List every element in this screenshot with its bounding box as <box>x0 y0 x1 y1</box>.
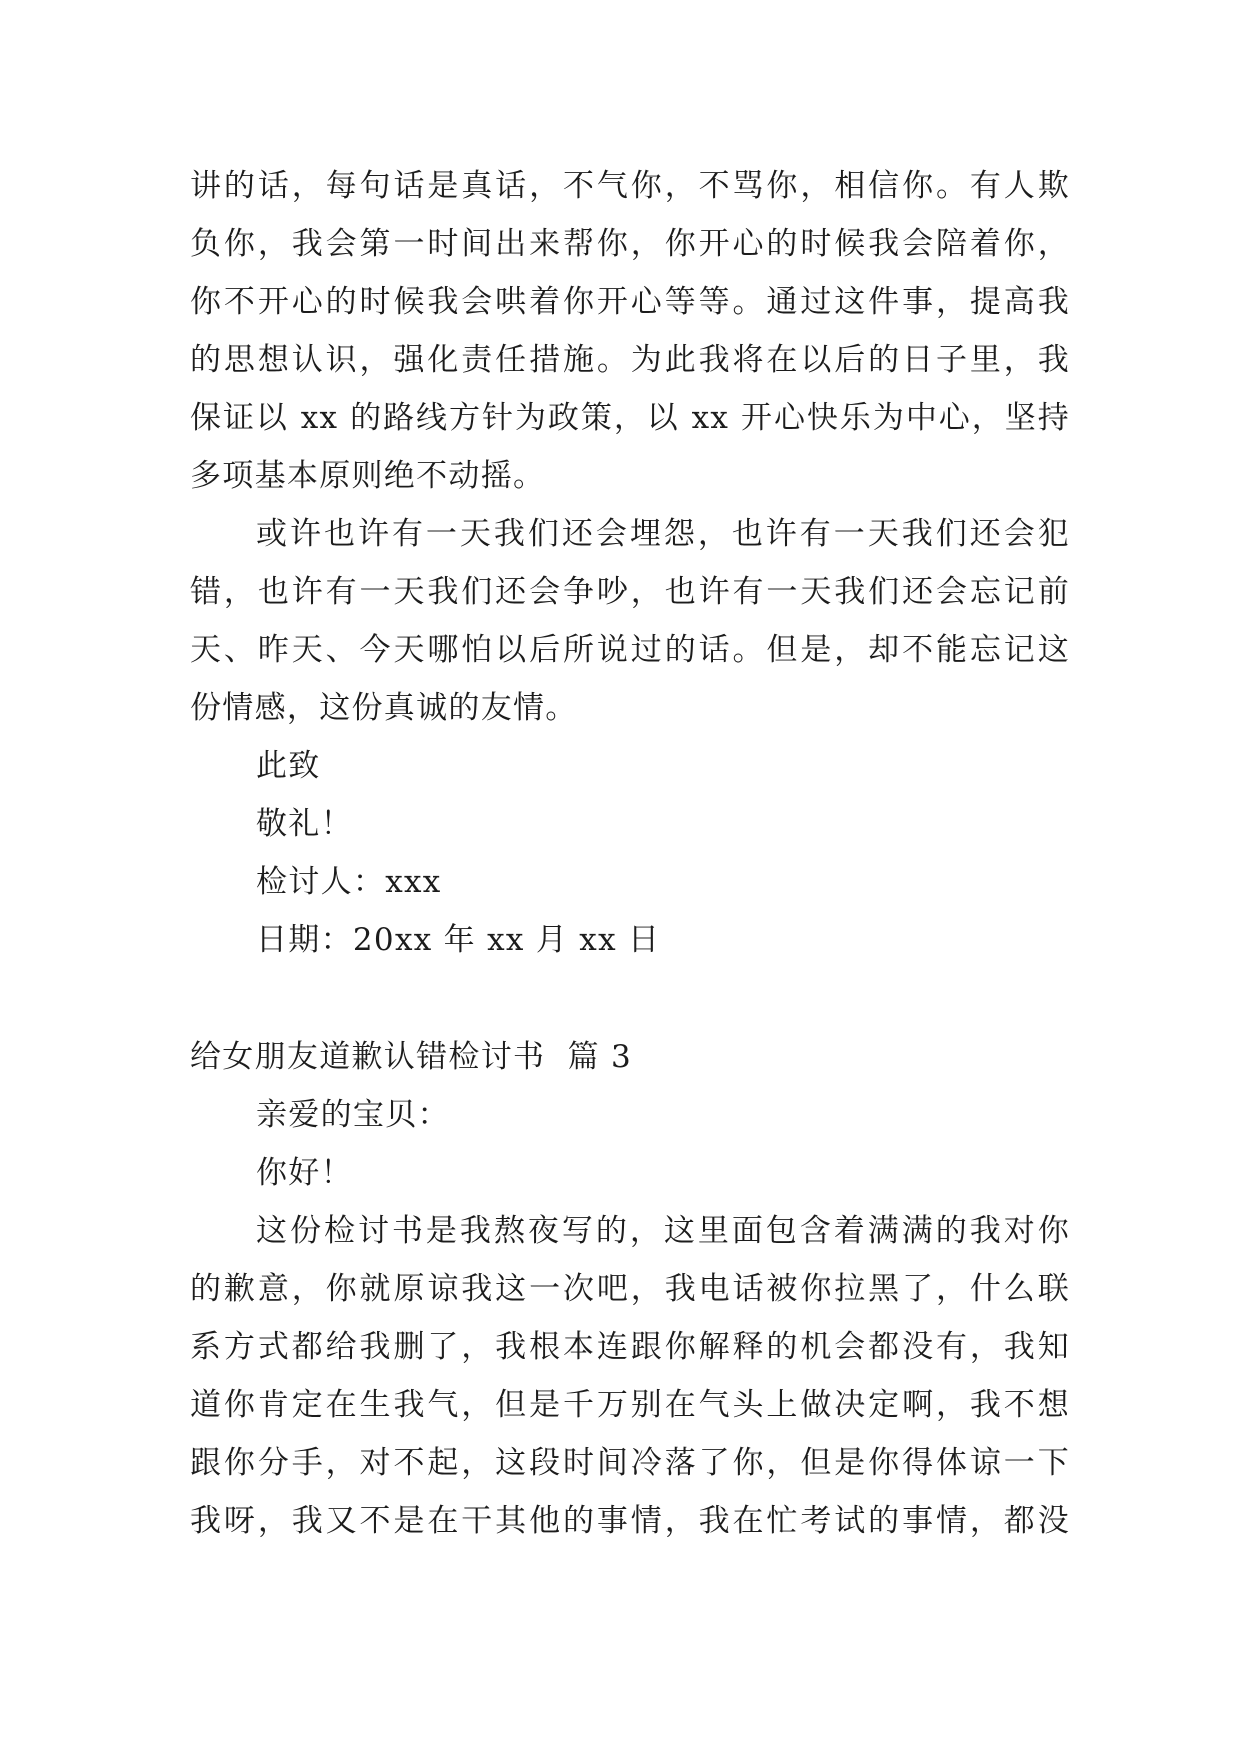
paragraph-line: 道你肯定在生我气，但是千万别在气头上做决定啊，我不想 <box>190 1387 1070 1423</box>
paragraph-line: 负你，我会第一时间出来帮你，你开心的时候我会陪着你， <box>190 226 1070 262</box>
closing-salutation: 此致 <box>256 748 321 784</box>
letter-hello: 你好！ <box>256 1155 353 1191</box>
closing-author: 检讨人：xxx <box>256 864 442 900</box>
paragraph-line: 保证以 xx 的路线方针为政策，以 xx 开心快乐为中心，坚持 <box>190 400 1070 436</box>
closing-regards: 敬礼！ <box>256 806 353 842</box>
paragraph-line: 这份检讨书是我熬夜写的，这里面包含着满满的我对你 <box>256 1213 1070 1249</box>
paragraph-line: 跟你分手，对不起，这段时间冷落了你，但是你得体谅一下 <box>190 1445 1070 1481</box>
paragraph-line: 份情感，这份真诚的友情。 <box>190 690 578 726</box>
paragraph-line: 你不开心的时候我会哄着你开心等等。通过这件事，提高我 <box>190 284 1070 320</box>
paragraph-line: 的思想认识，强化责任措施。为此我将在以后的日子里，我 <box>190 342 1070 378</box>
paragraph-line: 多项基本原则绝不动摇。 <box>190 458 546 494</box>
paragraph-line: 的歉意，你就原谅我这一次吧，我电话被你拉黑了，什么联 <box>190 1271 1070 1307</box>
paragraph-line: 系方式都给我删了，我根本连跟你解释的机会都没有，我知 <box>190 1329 1070 1365</box>
article-title: 给女朋友道歉认错检讨书 篇 3 <box>190 1039 633 1075</box>
paragraph-line: 讲的话，每句话是真话，不气你，不骂你，相信你。有人欺 <box>190 168 1070 204</box>
letter-greeting: 亲爱的宝贝： <box>256 1097 450 1133</box>
paragraph-line: 或许也许有一天我们还会埋怨，也许有一天我们还会犯 <box>256 516 1070 552</box>
paragraph-line: 我呀，我又不是在干其他的事情，我在忙考试的事情，都没 <box>190 1503 1070 1539</box>
paragraph-line: 错，也许有一天我们还会争吵，也许有一天我们还会忘记前 <box>190 574 1070 610</box>
paragraph-line: 天、昨天、今天哪怕以后所说过的话。但是，却不能忘记这 <box>190 632 1070 668</box>
closing-date: 日期：20xx 年 xx 月 xx 日 <box>256 922 661 958</box>
